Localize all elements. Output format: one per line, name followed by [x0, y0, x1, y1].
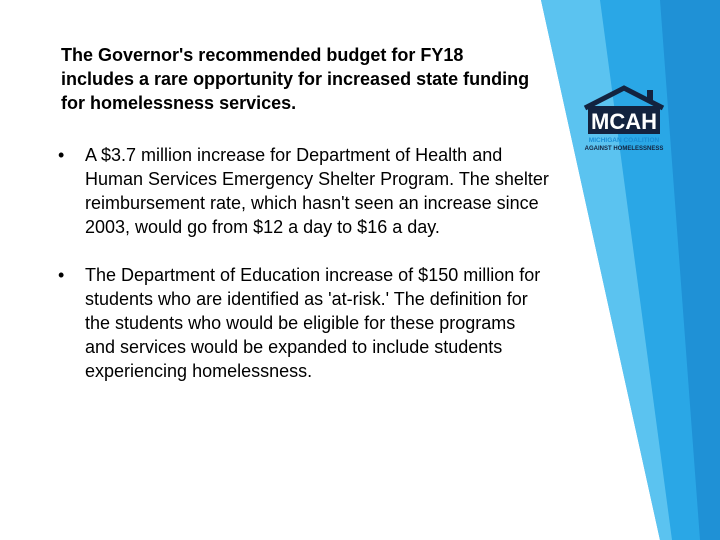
logo-line-1: MICHIGAN COALITION	[588, 137, 660, 144]
bullet-dot: •	[58, 145, 65, 165]
slide-title: The Governor's recommended budget for FY18 includes a rare opportunity for increased state funding for homelessness services.	[61, 45, 530, 113]
logo-chimney	[647, 90, 653, 102]
mcah-logo	[582, 84, 666, 154]
bullet-text: The Department of Education increase of $150 million for students who are identified as 'at-risk.' The definition for the students who would be eligible for these programs and services would be expanded to include students experiencing homelessness.	[85, 265, 541, 381]
bullet-dot: •	[58, 265, 65, 285]
bullet-text: A $3.7 million increase for Department of Health and Human Services Emergency Shelter Program. The shelter reimbursement rate, which hasn't seen an increase since 2003, would go from $12 a day to $16 a day.	[85, 145, 549, 237]
bullet-item	[58, 263, 550, 383]
logo-line-2: AGAINST HOMELESSNESS	[584, 146, 664, 152]
bullet-list	[58, 143, 550, 383]
bullet-item	[58, 143, 550, 239]
logo-letters: MCAH	[591, 109, 657, 134]
